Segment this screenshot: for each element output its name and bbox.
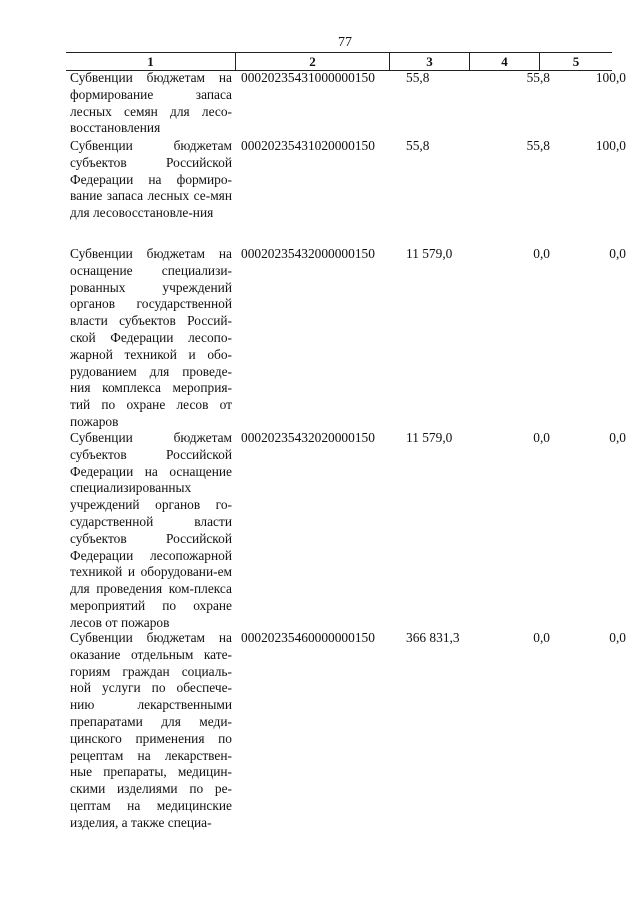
column-header-2: 2 [236,53,390,70]
page-number: 77 [338,35,352,50]
table-row [66,70,626,138]
table-row [66,630,626,830]
row-value-col4: 0,0 [533,246,550,261]
row-value-col3: 366 831,3 [406,630,460,645]
row-value-col3: 55,8 [406,138,430,153]
row-value-col4: 55,8 [526,138,550,153]
row-value-col3: 55,8 [406,70,430,85]
row-value-col5: 100,0 [595,70,626,85]
table-header [66,52,612,71]
row-value-col4: 55,8 [526,70,550,85]
row-code: 00020235460000000150 [241,630,375,645]
row-code: 00020235431020000150 [241,138,375,153]
row-description: Субвенции бюджетам субъектов Российской Федерации на оснащение специализированных учреждений органов го-сударственной власти субъектов Российской Федерации лесопожарной техникой и оборудовани-ем для проведения ком-плекса мероприятий по охране лесов от пожаров [70,430,232,630]
row-value-col4: 0,0 [533,630,550,645]
row-description: Субвенции бюджетам на оказание отдельным кате-гориям граждан социаль-ной услуги по обеспече-нию лекарственными препаратами для меди-цинского применения по рецептам на лекарствен-ные препараты, медицин-скими изделиями по ре-цептам на медицинские изделия, а также специа- [70,630,232,830]
column-header-4: 4 [470,53,540,70]
row-value-col3: 11 579,0 [406,430,453,445]
row-code: 00020235432000000150 [241,246,375,261]
table-row [66,246,626,430]
row-value-col3: 11 579,0 [406,246,453,261]
table-body [66,70,626,830]
column-header-3: 3 [390,53,470,70]
row-code: 00020235431000000150 [241,70,375,85]
row-value-col5: 0,0 [609,630,626,645]
column-header-5: 5 [572,54,580,69]
row-value-col5: 0,0 [609,430,626,445]
row-description: Субвенции бюджетам на оснащение специализи-рованных учреждений органов государственной власти субъектов Россий-ской Федерации лесопо-жарной техникой и обо-рудованием для проведе-ния комплекса мероприя-тий по охране лесов от пожаров [70,246,232,429]
row-code: 00020235432020000150 [241,430,375,445]
row-description: Субвенции бюджетам на формирование запаса лесных семян для лесо-восстановления [70,70,232,136]
row-value-col5: 0,0 [609,246,626,261]
column-header-1: 1 [66,53,236,70]
row-value-col5: 100,0 [595,138,626,153]
row-description: Субвенции бюджетам субъектов Российской Федерации на формиро-вание запаса лесных се-мян для лесовосстановле-ния [70,138,232,221]
row-value-col4: 0,0 [533,430,550,445]
table-row [66,430,626,630]
table-row [66,138,626,246]
